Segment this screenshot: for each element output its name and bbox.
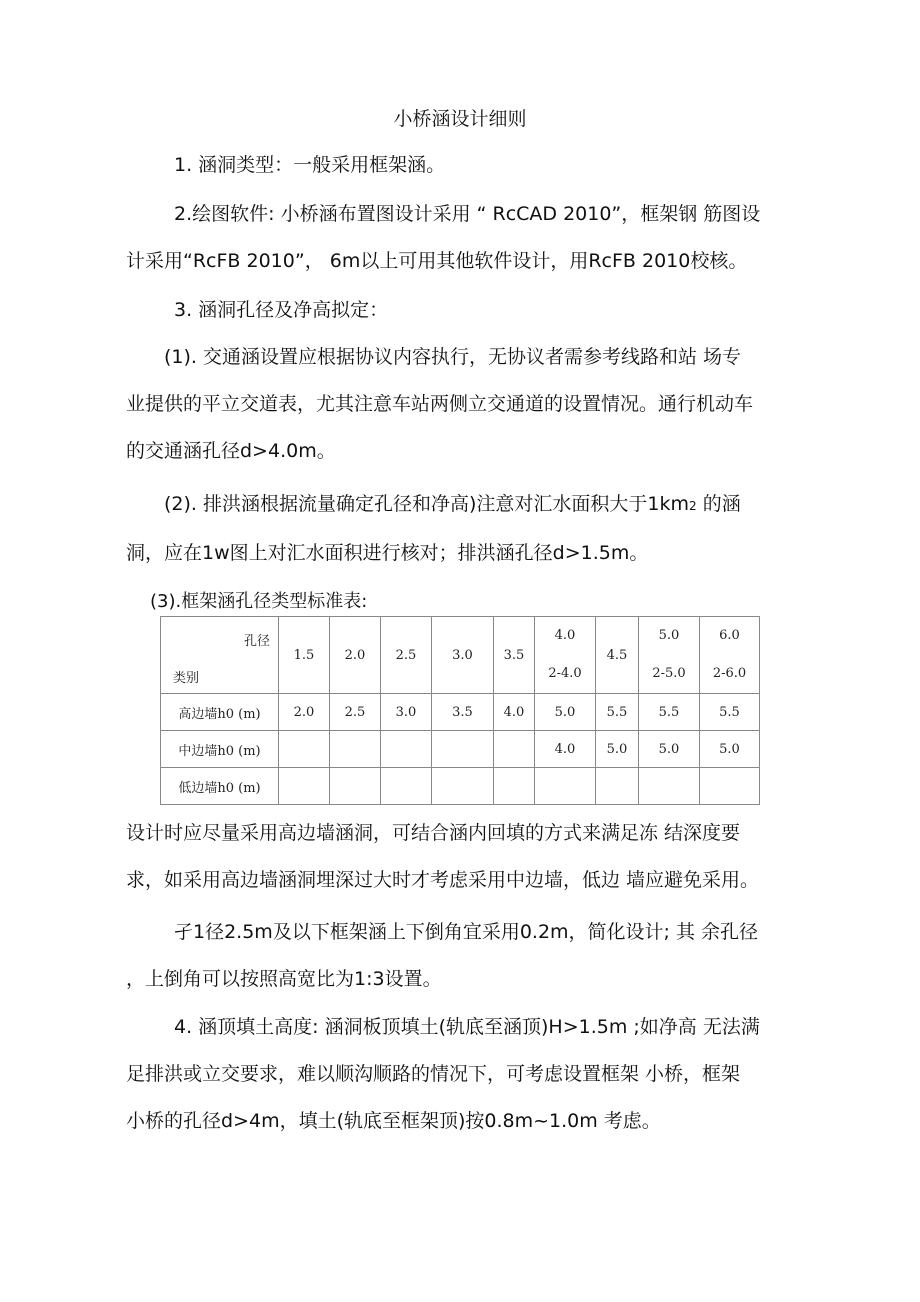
- paragraph-line: 求，如采用高边墙涵洞埋深过大时才考虑采用中边墙，低边 墙应避免采用。: [126, 869, 760, 891]
- design-note: [126, 810, 806, 904]
- header-category: 类别: [173, 671, 200, 686]
- chamfer-note: [126, 909, 806, 1003]
- section-3-2: [126, 481, 806, 577]
- table-cell: [535, 768, 596, 805]
- table-cell: [279, 731, 330, 768]
- table-cell: [494, 731, 535, 768]
- table-cell: 5.0: [700, 731, 760, 768]
- paragraph-line: 孑1径2.5m及以下框架涵上下倒角宜采用0.2m，简化设计; 其 余孔径: [174, 921, 759, 943]
- header-line: 2-4.0: [548, 666, 582, 681]
- table-cell: 4.0: [535, 731, 596, 768]
- table-cell: [381, 768, 432, 805]
- table-cell: [494, 768, 535, 805]
- column-header: 2.0: [330, 617, 381, 694]
- paragraph-line: 4. 涵顶填土高度: 涵洞板顶填土(轨底至涵顶)H>1.5m ;如净高 无法满: [174, 1016, 760, 1038]
- aperture-standard-table: [160, 616, 760, 805]
- header-key: 孔径: [243, 634, 270, 649]
- section-1: [126, 142, 806, 189]
- header-line: 5.0: [658, 628, 680, 643]
- paragraph-line: [126, 481, 806, 530]
- table-cell: 2.0: [279, 694, 330, 731]
- table-cell: [330, 731, 381, 768]
- table-cell: 5.0: [639, 731, 700, 768]
- column-header: [700, 617, 760, 694]
- paragraph-line: 小桥的孔径d>4m，填土(轨底至框架顶)按0.8m~1.0m 考虑。: [126, 1110, 661, 1132]
- paragraph-line: 计采用“RcFB 2010”， 6m以上可用其他软件设计，用RcFB 2010校核。: [126, 250, 748, 272]
- header-line: 2-6.0: [712, 666, 747, 681]
- table-cell: 5.0: [596, 731, 639, 768]
- column-header: 3.0: [432, 617, 494, 694]
- section-2: [126, 191, 806, 285]
- header-line: 4.0: [554, 628, 576, 643]
- column-header: 2.5: [381, 617, 432, 694]
- table-cell: [279, 768, 330, 805]
- page-title: 小桥涵设计细则: [393, 108, 527, 130]
- subscript: 2: [689, 499, 697, 513]
- section-3-1: [126, 334, 806, 475]
- table-header-row: [161, 617, 760, 694]
- table-cell: [432, 731, 494, 768]
- row-label: 高边墙h0 (m): [161, 694, 279, 731]
- column-header: 4.5: [596, 617, 639, 694]
- table-row: [161, 694, 760, 731]
- column-header: 3.5: [494, 617, 535, 694]
- paragraph-line: (1). 交通涵设置应根据协议内容执行，无协议者需参考线路和站 场专: [164, 346, 742, 368]
- text-run: 的涵: [696, 493, 741, 515]
- table-cell: [432, 768, 494, 805]
- table-cell: 5.5: [700, 694, 760, 731]
- row-label: 中边墙h0 (m): [161, 731, 279, 768]
- text-run: (2). 排洪涵根据流量确定孔径和净高)注意对汇水面积大于1km: [164, 493, 690, 515]
- paragraph-line: 1. 涵洞类型：一般采用框架涵。: [174, 154, 446, 176]
- table-cell: [639, 768, 700, 805]
- paragraph-line: 业提供的平立交道表，尤其注意车站两侧立交通道的设置情况。通行机动车: [126, 393, 754, 415]
- table-cell: [330, 768, 381, 805]
- paragraph-line: 足排洪或立交要求，难以顺沟顺路的情况下，可考虑设置框架 小桥，框架: [126, 1063, 741, 1085]
- paragraph-line: ，上倒角可以按照高宽比为1:3设置。: [126, 968, 442, 990]
- column-header: [535, 617, 596, 694]
- table-cell: 5.5: [639, 694, 700, 731]
- paragraph-line: 洞，应在1w图上对汇水面积进行核对；排洪涵孔径d>1.5m。: [126, 542, 649, 564]
- table-cell: 4.0: [494, 694, 535, 731]
- table-row: [161, 768, 760, 805]
- table-cell: 3.5: [432, 694, 494, 731]
- paragraph-line: 2.绘图软件: 小桥涵布置图设计采用 “ RcCAD 2010”，框架钢 筋图设: [174, 203, 761, 225]
- section-3: [126, 287, 806, 334]
- section-4: [126, 1004, 806, 1145]
- paragraph-line: 3. 涵洞孔径及净高拟定：: [174, 299, 389, 321]
- header-line: 6.0: [719, 628, 740, 643]
- table-cell: 3.0: [381, 694, 432, 731]
- table-caption: (3).框架涵孔径类型标准表:: [150, 591, 368, 612]
- row-label: 低边墙h0 (m): [161, 768, 279, 805]
- table-cell: 5.5: [596, 694, 639, 731]
- table-cell: [700, 768, 760, 805]
- header-line: 2-5.0: [652, 666, 686, 681]
- column-header: [639, 617, 700, 694]
- table-cell: 5.0: [535, 694, 596, 731]
- column-header: 1.5: [279, 617, 330, 694]
- paragraph-line: 设计时应尽量采用高边墙涵洞，可结合涵内回填的方式来满足冻 结深度要: [126, 822, 741, 844]
- paragraph-line: 的交通涵孔径d>4.0m。: [126, 440, 336, 462]
- table-cell: [381, 731, 432, 768]
- header-diagonal-cell: [161, 617, 279, 694]
- table-row: [161, 731, 760, 768]
- table-cell: [596, 768, 639, 805]
- table-cell: 2.5: [330, 694, 381, 731]
